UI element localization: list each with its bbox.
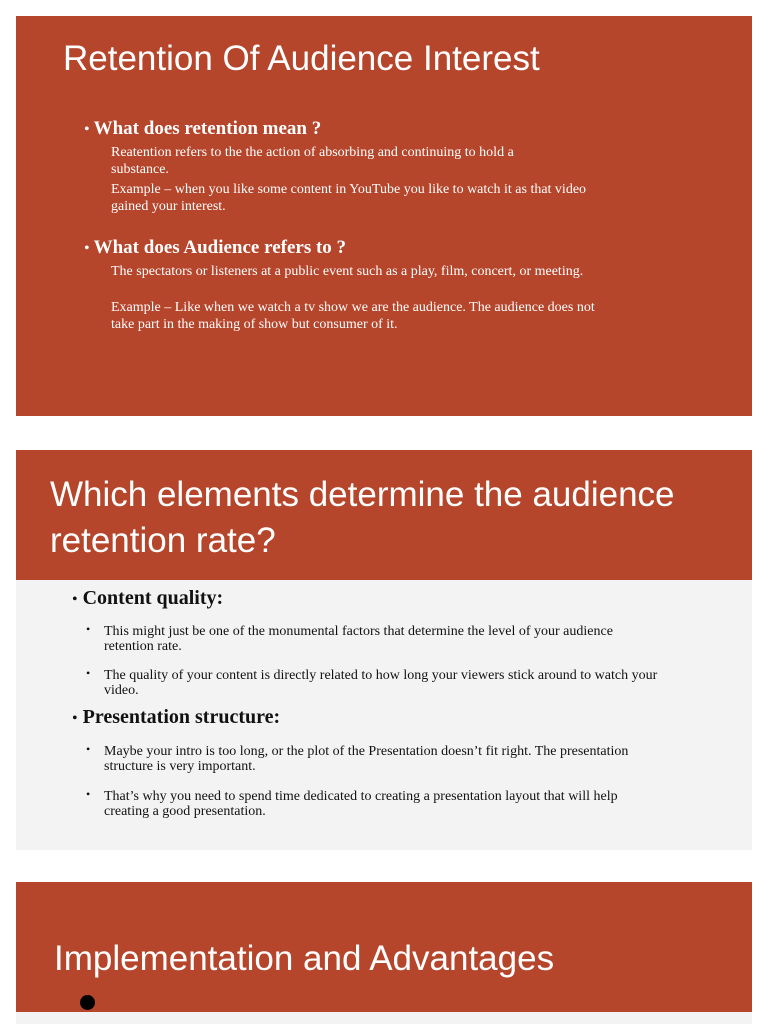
question-text: What does retention mean ?: [93, 118, 322, 139]
list-item: [86, 622, 662, 654]
slide-title: Implementation and Advantages: [54, 939, 555, 978]
slide-title: Retention Of Audience Interest: [63, 39, 540, 78]
slide-header: [16, 450, 752, 580]
slide-body: [16, 1012, 752, 1024]
bullet-icon: •: [72, 710, 78, 727]
question-heading: [84, 117, 321, 142]
list-item: [86, 666, 662, 698]
paragraph: Example – when you like some content in YouTube you like to watch it as that video gained your interest.: [111, 182, 587, 214]
list-item: [86, 742, 662, 774]
slide-elements: [16, 450, 752, 850]
list-item: [86, 787, 662, 819]
slide-header: [16, 882, 752, 1012]
slide-retention: [16, 16, 752, 416]
paragraph: Example – Like when we watch a tv show we are the audience. The audience does not take part in the making of show but consumer of it.: [111, 300, 595, 332]
section-heading-text: Content quality:: [82, 587, 224, 609]
bullet-icon: •: [84, 240, 90, 257]
section-heading: [72, 705, 280, 731]
list-item-text: This might just be one of the monumental factors that determine the level of your audience retention rate.: [104, 624, 613, 654]
slide-title: Which elements determine the audience retention rate?: [50, 475, 675, 560]
paragraph: Reatention refers to the the action of absorbing and continuing to hold a substance.: [111, 145, 514, 177]
bullet-icon: •: [84, 121, 90, 138]
bullet-icon: [80, 995, 95, 1010]
bullet-icon: •: [86, 622, 91, 636]
question-heading: [84, 236, 346, 261]
bullet-icon: •: [86, 742, 91, 756]
bullet-icon: •: [86, 787, 91, 801]
list-item-text: The quality of your content is directly related to how long your viewers stick around to watch your video.: [104, 668, 658, 698]
list-item-text: Maybe your intro is too long, or the plot of the Presentation doesn’t fit right. The presentation structure is very important.: [104, 744, 629, 774]
section-heading: [72, 586, 223, 612]
paragraph: The spectators or listeners at a public event such as a play, film, concert, or meeting.: [111, 264, 584, 279]
question-text: What does Audience refers to ?: [93, 237, 347, 258]
bullet-icon: •: [86, 666, 91, 680]
list-item-text: That’s why you need to spend time dedicated to creating a presentation layout that will help creating a good presentation.: [104, 789, 618, 819]
slide-implementation: [16, 882, 752, 1024]
bullet-icon: •: [72, 591, 78, 608]
section-heading-text: Presentation structure:: [82, 706, 281, 728]
